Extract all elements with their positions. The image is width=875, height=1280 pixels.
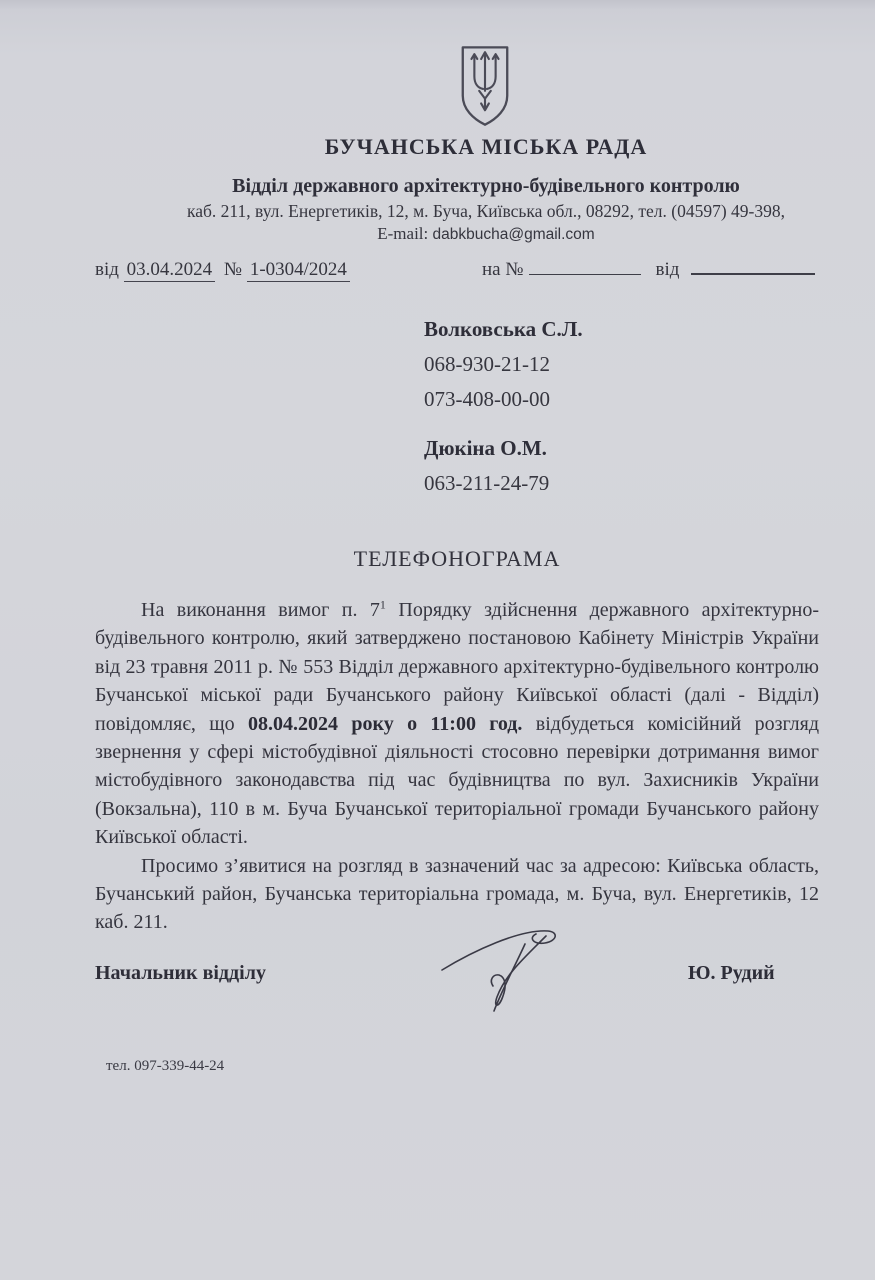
outgoing-date: 03.04.2024 (124, 259, 216, 282)
handwritten-signature (438, 918, 570, 1016)
document-title: ТЕЛЕФОНОГРАМА (353, 546, 561, 571)
recipient-name: Волковська С.Л. (424, 317, 583, 341)
incoming-date-label: від (655, 259, 680, 280)
incoming-reference (482, 259, 815, 281)
incoming-number-blank (529, 260, 641, 275)
meeting-datetime: 08.04.2024 року о 11:00 год. (248, 712, 523, 735)
body-text-segment: На виконання вимог п. 7 (141, 599, 380, 621)
email-line (126, 224, 846, 244)
body-text-segment: відбудеться комісійний розгляд звернення у сфері містобудівної діяльності стосовно перевірки дотримання вимог містобудівного законодавства під час будівництва по вул. Захисників України (Вокзальна), 110 в м. Буча Бучанської територіальної громади Бучанського району Київської області. (95, 712, 820, 849)
email-label: E-mail: (377, 224, 429, 243)
outgoing-number: 1-0304/2024 (247, 259, 350, 282)
body-paragraph (95, 596, 819, 852)
superscript: 1 (379, 597, 386, 612)
document-body (95, 596, 819, 937)
ukraine-trident-emblem (456, 44, 514, 130)
outgoing-date-label: від (95, 259, 119, 280)
department-name: Відділ державного архітектурно-будівельного контролю (232, 175, 740, 197)
signer-position: Начальник відділу (95, 962, 266, 984)
spacer (424, 417, 583, 431)
body-text-segment: Просимо з’явитися на розгляд в зазначений час за адресою: Київська область, Бучанський район, Бучанська територіальна громада, м. Буча, вул. Енергетиків, 12 каб. 211. (95, 854, 819, 934)
outgoing-number-label: № (223, 259, 243, 280)
organization-name: БУЧАНСЬКА МІСЬКА РАДА (324, 134, 648, 159)
recipient-phone: 063-211-24-79 (424, 471, 550, 495)
recipient-phone: 073-408-00-00 (424, 387, 550, 411)
recipient-phone: 068-930-21-12 (424, 352, 550, 376)
incoming-number-label: на № (482, 259, 524, 280)
reference-line (95, 259, 819, 281)
footer-phone: тел. 097-339-44-24 (106, 1058, 225, 1074)
recipient-name: Дюкіна О.М. (424, 436, 547, 460)
outgoing-reference (95, 259, 350, 280)
email-address: dabkbucha@gmail.com (432, 226, 595, 243)
address-line: каб. 211, вул. Енергетиків, 12, м. Буча, Київська обл., 08292, тел. (04597) 49-398, (187, 201, 785, 221)
body-text-segment: Порядку здійснення державного архітектурно-будівельного контролю, який затверджено постановою Кабінету Міністрів України від 23 травня 2011 р. № 553 Відділ державного архітектурно-будівельного контролю Бучанської міської ради Бучанського району Київської області (далі - Відділ) повідомляє, що (95, 599, 820, 735)
recipients-block (424, 312, 583, 501)
signer-name: Ю. Рудий (688, 962, 775, 984)
incoming-date-blank (691, 259, 815, 275)
